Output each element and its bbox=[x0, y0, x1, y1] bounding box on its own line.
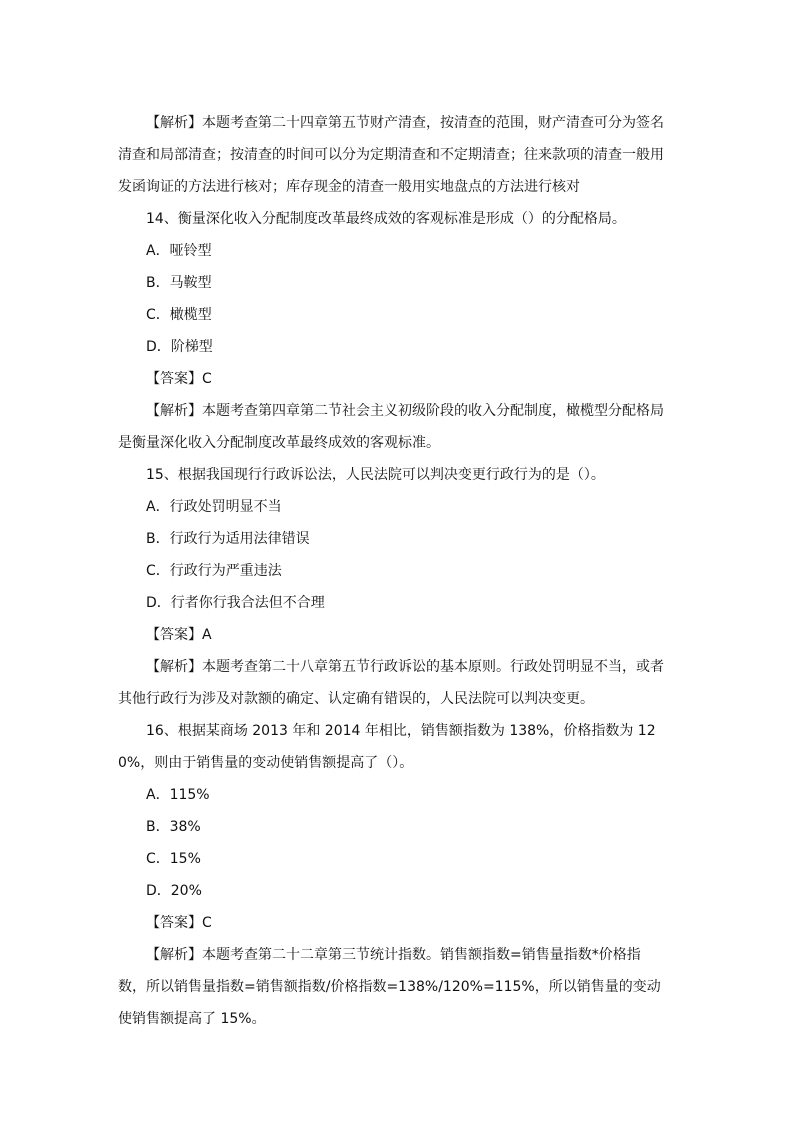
analysis-text: 本题考查第二十四章第五节财产清查，按清查的范围，财产清查可分为签名清查和局部清查；按清查的时间可以分为定期清查和不定期清查；往来款项的清查一般用发函询证的方法进行核对；库存现金的清查一般用实地盘点的方法进行核对 bbox=[118, 115, 664, 195]
analysis-text: 本题考查第二十二章第三节统计指数。销售额指数=销售量指数*价格指数，所以销售量指数=销售额指数/价格指数=138%/120%=115%，所以销售量的变动使销售额提高了 15%。 bbox=[118, 947, 661, 1027]
analysis-label: 【解析】 bbox=[146, 403, 202, 419]
answer-label: 【答案】 bbox=[146, 915, 202, 931]
analysis-label: 【解析】 bbox=[146, 947, 202, 963]
answer-line bbox=[118, 363, 668, 395]
option-b: B．马鞍型 bbox=[146, 275, 212, 291]
option-d: D．行者你行我合法但不合理 bbox=[146, 595, 325, 611]
question-stem-15: 15、根据我国现行行政诉讼法，人民法院可以判决变更行政行为的是（）。 bbox=[146, 467, 605, 483]
option-d: D．阶梯型 bbox=[146, 339, 213, 355]
analysis-label: 【解析】 bbox=[146, 115, 202, 131]
answer-line bbox=[118, 907, 668, 939]
analysis-paragraph bbox=[118, 395, 668, 459]
analysis-label: 【解析】 bbox=[146, 659, 202, 675]
analysis-paragraph bbox=[118, 107, 668, 203]
option-c: C．15% bbox=[146, 851, 201, 867]
question-stem-14: 14、衡量深化收入分配制度改革最终成效的客观标准是形成（）的分配格局。 bbox=[146, 211, 626, 227]
analysis-text: 本题考查第四章第二节社会主义初级阶段的收入分配制度，橄榄型分配格局是衡量深化收入分配制度改革最终成效的客观标准。 bbox=[118, 403, 664, 451]
analysis-paragraph bbox=[118, 939, 668, 1035]
answer-value: C bbox=[202, 371, 212, 387]
option-b: B．38% bbox=[146, 819, 201, 835]
answer-label: 【答案】 bbox=[146, 627, 202, 643]
option-c: C．橄榄型 bbox=[146, 307, 212, 323]
document-page bbox=[118, 107, 668, 1035]
analysis-text: 本题考查第二十八章第五节行政诉讼的基本原则。行政处罚明显不当，或者其他行政行为涉及对款额的确定、认定确有错误的，人民法院可以判决变更。 bbox=[118, 659, 664, 707]
answer-value: C bbox=[202, 915, 212, 931]
option-a: A．115% bbox=[146, 787, 210, 803]
option-d: D．20% bbox=[146, 883, 202, 899]
option-b: B．行政行为适用法律错误 bbox=[146, 531, 310, 547]
analysis-paragraph bbox=[118, 651, 668, 715]
option-a: A．行政处罚明显不当 bbox=[146, 499, 282, 515]
question-stem-16: 16、根据某商场 2013 年和 2014 年相比，销售额指数为 138%，价格指数为 120%，则由于销售量的变动使销售额提高了（）。 bbox=[118, 723, 656, 771]
answer-value: A bbox=[202, 627, 212, 643]
option-a: A．哑铃型 bbox=[146, 243, 212, 259]
answer-label: 【答案】 bbox=[146, 371, 202, 387]
option-c: C．行政行为严重违法 bbox=[146, 563, 282, 579]
answer-line bbox=[118, 619, 668, 651]
